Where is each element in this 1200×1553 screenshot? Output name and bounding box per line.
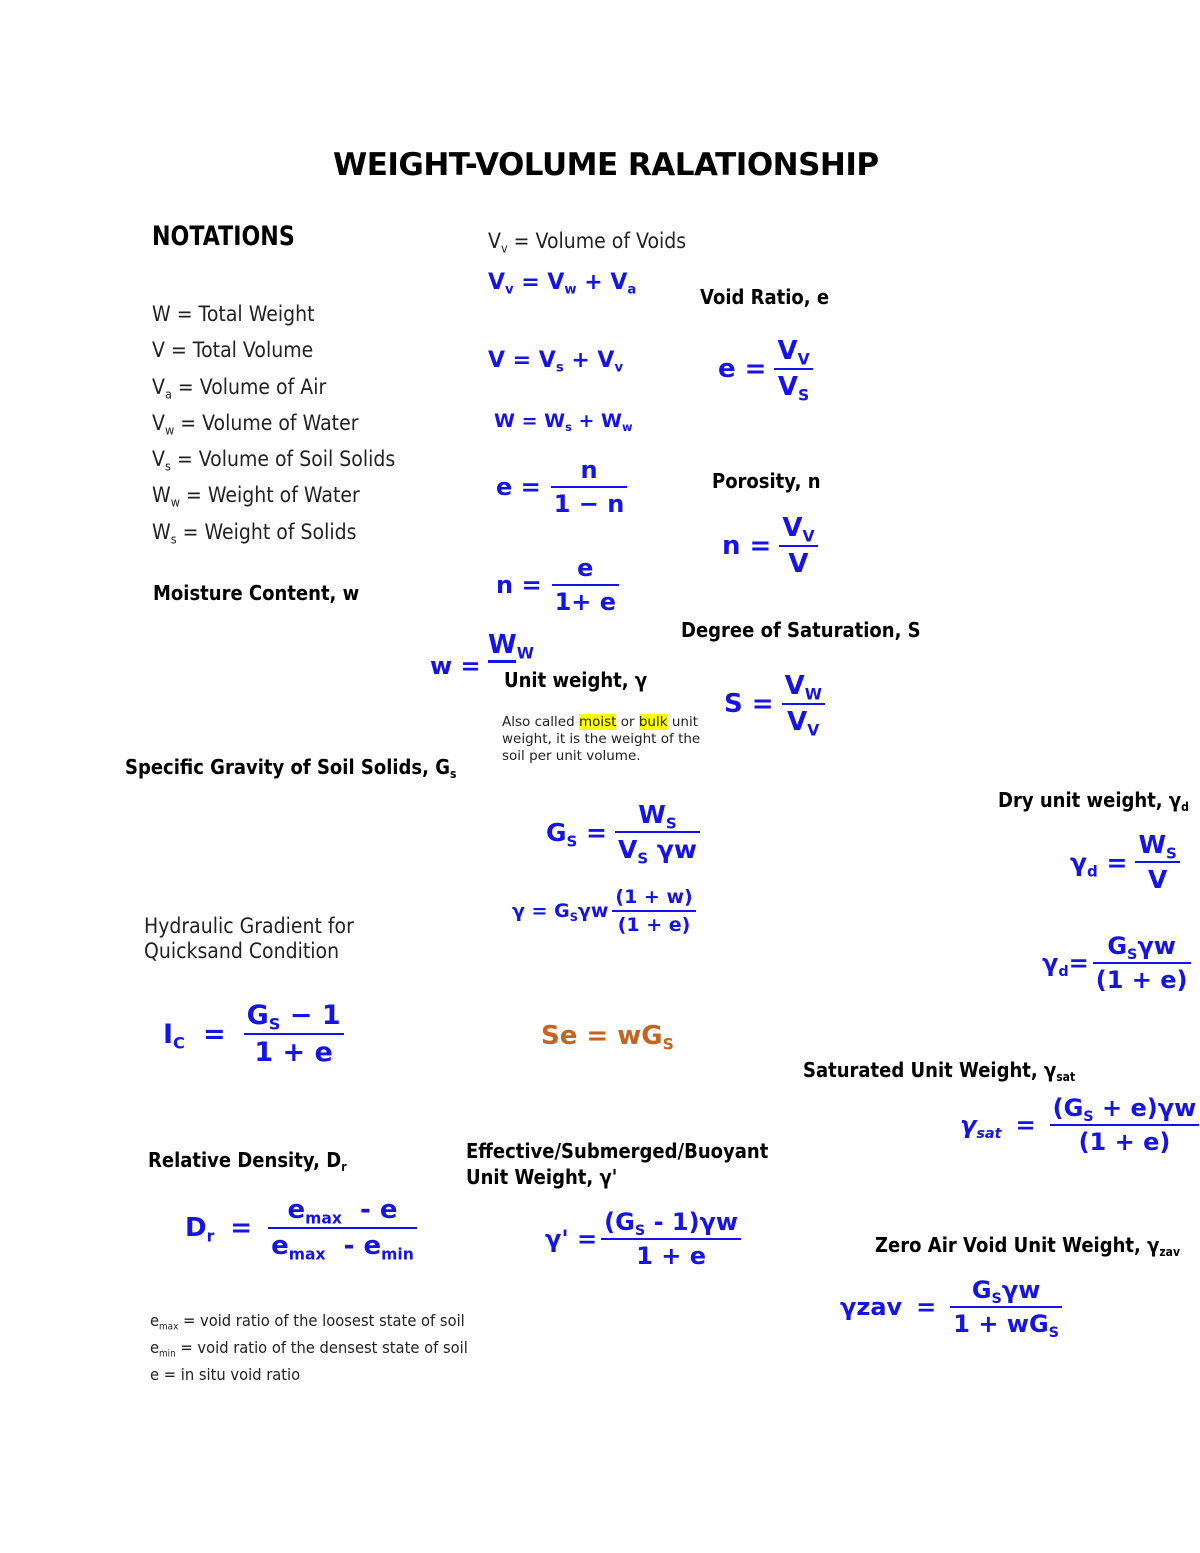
vv-definition: $V_v$ = Volume of Voids	[488, 229, 687, 256]
footnote-item: e = in situ void ratio	[150, 1365, 301, 1384]
heading-effective-unit-weight: Effective/Submerged/Buoyant Unit Weight, γ'	[466, 1139, 769, 1189]
formula-dry-2: $\gamma_d=$ $\frac{G_S\gamma w}{(1 + e)}$	[1042, 932, 1191, 994]
notation-item: $W_s$ = Weight of Solids	[152, 519, 357, 547]
footnote-item: $e_{max}$ = void ratio of the loosest state of soil	[150, 1311, 465, 1333]
formula-ic: $I_C$ = $\frac{G_S - 1}{1 + e}$	[163, 1000, 344, 1068]
notation-item: W = Total Weight	[152, 302, 315, 326]
heading-unit-weight: Unit weight, γ	[504, 668, 648, 692]
formula-sat: $\gamma_{sat}$ = $\frac{(G_S + e)\gamma w}{(1 + e)}$	[960, 1094, 1199, 1156]
notation-item: V = Total Volume	[152, 338, 314, 363]
formula-e-def: e = $\frac{V_V}{V_S}$	[718, 336, 813, 402]
formula-zav: γzav = $\frac{G_S\gamma w}{1 + wG_S}$	[840, 1276, 1062, 1338]
formula-w-lhs: w =	[430, 652, 481, 680]
notation-item: $V_w$ = Volume of Water	[152, 410, 359, 438]
unit-weight-note: Also called moist or bulk unit weight, it is the weight of the soil per unit volume.	[502, 714, 701, 764]
formula-s-def: S = $\frac{V_W}{V_V}$	[724, 671, 825, 737]
formula-w-sum: $W = W_s + W_w$	[494, 410, 633, 434]
notation-item: $V_a$ = Volume of Air	[152, 374, 327, 401]
formula-dr: $D_r$ = $\frac{e_{max} - e}{e_{max} - e_{min}}$	[185, 1195, 417, 1261]
heading-saturated-unit-weight: Saturated Unit Weight, $\gamma_{sat}$	[803, 1058, 1076, 1085]
formula-vv-sum: $V_v = V_w + V_a$	[488, 270, 637, 298]
formula-gs-def: $G_S$ = $\frac{W_S}{V_S \gamma w}$	[546, 800, 700, 864]
heading-moisture-content: Moisture Content, w	[153, 581, 360, 605]
heading-porosity: Porosity, n	[712, 469, 821, 493]
page-title: WEIGHT-VOLUME RALATIONSHIP	[333, 147, 879, 183]
footnote-item: $e_{min}$ = void ratio of the densest state of soil	[150, 1338, 468, 1360]
notation-list	[152, 296, 395, 550]
heading-void-ratio: Void Ratio, e	[700, 285, 830, 309]
notation-item: $W_w$ = Weight of Water	[152, 483, 360, 510]
heading-relative-density: Relative Density, $D_r$	[148, 1148, 347, 1175]
formula-w-numerator: $W_W$	[488, 630, 534, 663]
heading-dry-unit-weight: Dry unit weight, $\gamma_d$	[998, 788, 1189, 815]
heading-degree-saturation: Degree of Saturation, S	[681, 618, 921, 642]
notations-heading: NOTATIONS	[152, 221, 295, 252]
formula-v-sum: $V = V_s + V_v$	[488, 348, 624, 376]
formula-gamma-prime: γ' = $\frac{(G_S - 1)\gamma w}{1 + e}$	[545, 1208, 741, 1270]
heading-hydraulic-gradient: Hydraulic Gradient for Quicksand Condition	[144, 914, 354, 963]
heading-specific-gravity: Specific Gravity of Soil Solids, $G_s$	[125, 755, 457, 782]
formula-n-from-e: n = $\frac{e}{1+ e}$	[496, 554, 619, 616]
footnotes	[150, 1307, 468, 1388]
fraction-bar	[488, 660, 516, 663]
heading-zero-air-void: Zero Air Void Unit Weight, $\gamma_{zav}$	[875, 1233, 1181, 1260]
formula-n-def: n = $\frac{V_V}{V}$	[722, 513, 818, 579]
formula-dry-1: $\gamma_d$ = $\frac{W_S}{V}$	[1070, 830, 1180, 894]
formula-e-from-n: e = $\frac{n}{1 - n}$	[496, 456, 627, 518]
formula-gamma-def: $\gamma = G_S\gamma w$ $\frac{(1 + w)}{(1 + e)}$	[512, 886, 696, 936]
unit-weight-heading-box	[496, 666, 696, 692]
formula-se: $Se = wG_S$	[541, 1021, 674, 1054]
notation-item: $V_s$ = Volume of Soil Solids	[152, 447, 396, 474]
